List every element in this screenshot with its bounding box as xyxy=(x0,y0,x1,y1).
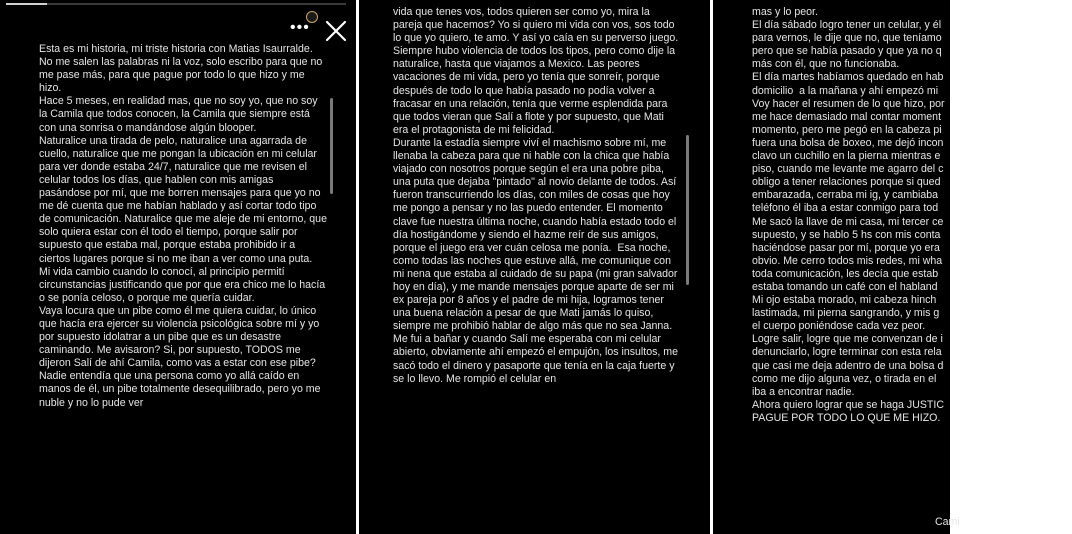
story-text: vida que tenes vos, todos quieren ser como yo, mira la pareja que hacemos? Yo si quiero mi vida con vos, sos todo lo que yo quiero, te amo. Y así yo caía en su perverso juego. Siempre hubo violencia de todos los tipos, pero como dije la naturalice, hasta que viajamos a Mexico. Las peores vacaciones de mi vida, pero yo tenía que sonreír, porque después de todo lo que había pasado no podía volver a fracasar en una relación, tenía que verme esplendida para que todos vieran que Salí a flote y por supuesto, que Mati era el protagonista de mi felicidad. Durante la estadía siempre viví el machismo sobre mí, me llenaba la cabeza para que ni hable con la chica que había viajado con nosotros porque según el era una pobre piba, una puta que dejaba "pintado" al novio delante de todos. Así fueron transcurriendo los días, con miles de cosas que hoy me pongo a pensar y no las puedo entender. El momento clave fue nuestra última noche, cuando había estado todo el día hostigándome y siendo el hazme reír de sus amigos, porque el juego era ver cuán celosa me ponía. Esa noche, como todas las noches que estuve allá, me comunique con mi nena que estaba al cuidado de su papa (mi gran salvador hoy en día), y me mande mensajes porque aparte de ser mi ex pareja por 8 años y el padre de mi hija, logramos tener una buena relación a pesar de que Mati jamás lo quiso, siempre me prohibió hablar de algo más que no sea Janna. Me fui a bañar y cuando Salí me esperaba con mi celular abierto, obviamente ahí empezó el empujón, los insultos, me sacó todo el dinero y pasaporte que tenía en la caja fuerte y se lo llevo. Me rompió el celular en xyxy=(393,6,679,385)
story-panel-2 xyxy=(359,0,710,534)
story-progress-bar xyxy=(6,3,346,5)
story-panel-3 xyxy=(713,0,960,534)
scrollbar[interactable] xyxy=(686,135,689,285)
story-progress-fill xyxy=(6,3,47,5)
story-panel-1 xyxy=(0,0,356,534)
story-text: Esta es mi historia, mi triste historia con Matias Isaurralde. No me salen las palabras ni la voz, solo escribo para que no me pase más, para que pague por todo lo que hizo y me hizo. Hace 5 meses, en realidad mas, que no soy yo, que no soy la Camila que todos conocen, la Camila que siempre está con una sonrisa o mandándose algún blooper. Naturalice una tirada de pelo, naturalice una agarrada de cuello, naturalice que me pongan la ubicación en mi celular para ver donde estaba 24/7, naturalice que me revisen el celular todos los días, que hablen con mis amigas pasándose por mí, que me borren mensajes para que yo no me dé cuenta que me habían hablado y así cortar todo tipo de comunicación. Naturalice que me aleje de mi entorno, que solo quiera estar con él todo el tiempo, porque salir por supuesto que estaba mal, porque estaba prohibido ir a ciertos lugares porque si no me iban a ver como una puta. Mi vida cambio cuando lo conocí, al principio permití circunstancias justificando que por que era chico me lo hacía o se ponía celoso, o porque me quería cuidar. Vaya locura que un pibe como él me quiera cuidar, lo único que hacía era ejercer su violencia psicológica sobre mí y yo por supuesto idolatrar a un pibe que es un desastre caminando. Me avisaron? Si, por supuesto, TODOS me dijeron Salí de ahí Camila, como vas a estar con ese pibe? Nadie entendía que una persona como yo allá caído en manos de él, un pibe totalmente desequilibrado, pero yo me nuble y no lo pude ver xyxy=(39,43,327,409)
more-options-icon[interactable]: ••• xyxy=(290,19,310,36)
story-text: mas y lo peor. El día sábado logro tener un celular, y él para vernos, le dije que no, que teníamo pero que se había pasado y que ya no q más con él, que no funcionaba. El día martes habíamos quedado en hab domicilio a la mañana y ahí empezó mi Voy hacer el resumen de lo que hizo, por me hace demasiado mal contar moment momento, pero me pegó en la cabeza pi fuera una bolsa de boxeo, me dejó incon clavo un cuchillo en la pierna mientras e piso, cuando me levante me agarro del c obligo a tener relaciones porque si qued embarazada, cerraba mi ig, y cambiaba teléfono él iba a estar conmigo para tod Me sacó la llave de mi casa, mi tercer ce supuesto, y se hablo 5 hs con mis conta haciéndose pasar por mí, porque yo era obvio. Me cerro todos mis redes, mi wha toda comunicación, les decía que estab estaba tomando un café con el habland Mi ojo estaba morado, mi cabeza hinch lastimada, mi pierna sangrando, y mis g el cuerpo poniéndose cada vez peor. Logre salir, logre que me convenzan de i denunciarlo, logre terminar con esta rela que casi me deja adentro de una bolsa d como me dijo alguna vez, o tirada en el iba a encontrar nadie. Ahora quiero lograr que se haga JUSTIC PAGUE POR TODO LO QUE ME HIZO. xyxy=(752,6,945,424)
close-icon[interactable] xyxy=(325,20,347,42)
signature: Cami xyxy=(935,516,960,528)
scrollbar[interactable] xyxy=(330,98,333,194)
